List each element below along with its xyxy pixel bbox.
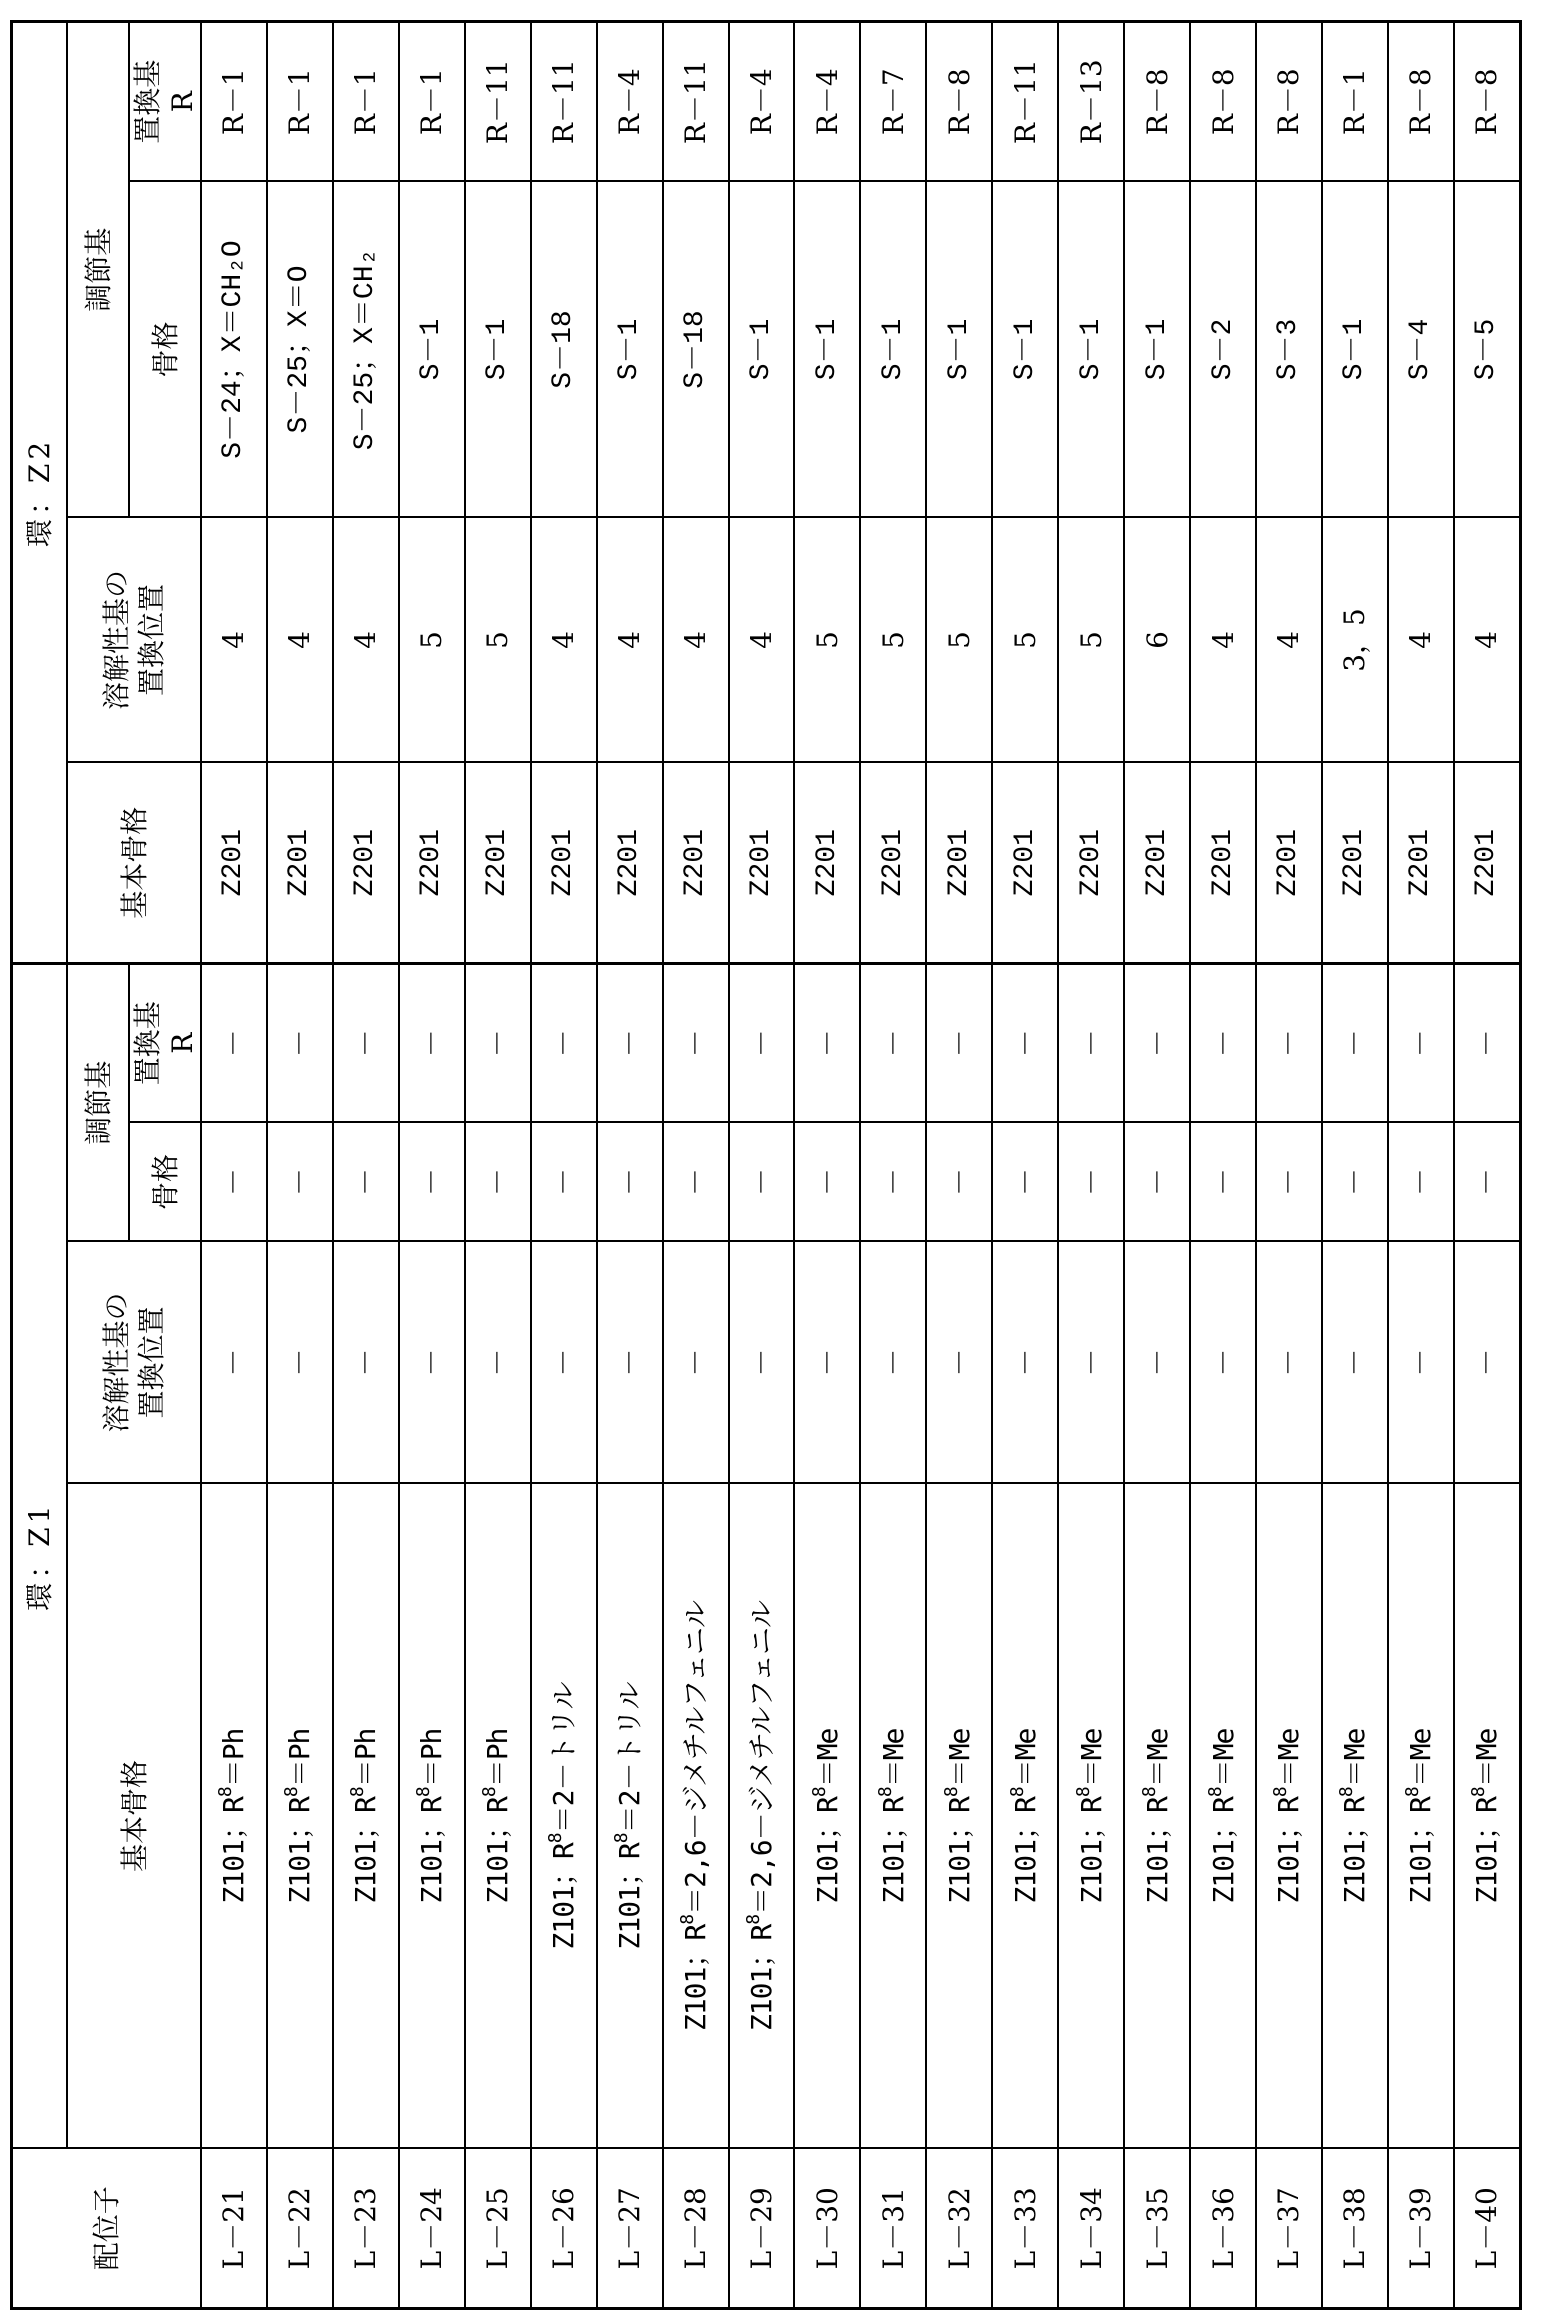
header-ligand: 配位子 xyxy=(12,2149,202,2309)
cell-z1-reg-skeleton: － xyxy=(201,1123,267,1242)
cell-z2-reg-substituent: R－8 xyxy=(1124,21,1190,181)
table-row xyxy=(992,21,1058,2308)
header-z1-basic-skeleton: 基本骨格 xyxy=(67,1484,201,2149)
cell-z1-basic-skeleton: Z101；$R^8=Me$ xyxy=(1256,1484,1322,2149)
header-z2-substituent-line2: R xyxy=(166,91,199,113)
cell-z1-basic-skeleton: Z101；$R^8=Me$ xyxy=(1322,1484,1388,2149)
cell-z1-basic-skeleton: Z101；$R^8=Me$ xyxy=(1454,1484,1521,2149)
cell-z1-reg-substituent: － xyxy=(1454,963,1521,1122)
table-row xyxy=(597,21,663,2308)
cell-z2-reg-skeleton: S－1 xyxy=(926,181,992,517)
cell-ligand: L－39 xyxy=(1388,2149,1454,2309)
cell-ligand: L－25 xyxy=(465,2149,531,2309)
cell-z1-reg-skeleton: － xyxy=(597,1123,663,1242)
cell-z1-solubility-position: － xyxy=(597,1242,663,1484)
cell-z2-reg-skeleton: S－1 xyxy=(1322,181,1388,517)
cell-z2-basic-skeleton: Z201 xyxy=(465,762,531,963)
cell-z2-reg-substituent: R－11 xyxy=(531,21,597,181)
cell-z2-solubility-position: 5 xyxy=(992,517,1058,762)
cell-z2-reg-substituent: R－1 xyxy=(1322,21,1388,181)
cell-ligand: L－31 xyxy=(860,2149,926,2309)
cell-z2-reg-substituent: R－7 xyxy=(860,21,926,181)
cell-z1-reg-substituent: － xyxy=(333,963,399,1122)
cell-ligand: L－21 xyxy=(201,2149,267,2309)
cell-z2-reg-substituent: R－11 xyxy=(992,21,1058,181)
cell-z2-reg-substituent: R－4 xyxy=(597,21,663,181)
table-row xyxy=(729,21,795,2308)
cell-z1-solubility-position: － xyxy=(794,1242,860,1484)
cell-z2-basic-skeleton: Z201 xyxy=(1058,762,1124,963)
cell-z1-basic-skeleton: Z101；$R^8=Me$ xyxy=(1124,1484,1190,2149)
cell-z1-basic-skeleton: Z101；$R^8=Me$ xyxy=(1058,1484,1124,2149)
table-row xyxy=(267,21,333,2308)
header-z1-solubility-position xyxy=(67,1242,201,1484)
cell-z1-solubility-position: － xyxy=(399,1242,465,1484)
table-row xyxy=(1256,21,1322,2308)
cell-z2-reg-substituent: R－1 xyxy=(333,21,399,181)
cell-z2-reg-skeleton: S－1 xyxy=(729,181,795,517)
cell-z1-solubility-position: － xyxy=(663,1242,729,1484)
cell-z1-reg-skeleton: － xyxy=(794,1123,860,1242)
cell-ligand: L－29 xyxy=(729,2149,795,2309)
cell-ligand: L－28 xyxy=(663,2149,729,2309)
cell-z2-solubility-position: 4 xyxy=(201,517,267,762)
cell-z1-basic-skeleton: Z101；$R^8=Me$ xyxy=(926,1484,992,2149)
cell-z2-reg-substituent: R－8 xyxy=(1256,21,1322,181)
header-ring-z1: 環：Z1 xyxy=(12,963,68,2148)
cell-z2-reg-substituent: R－1 xyxy=(267,21,333,181)
cell-z1-solubility-position: － xyxy=(860,1242,926,1484)
table-row xyxy=(531,21,597,2308)
cell-z1-reg-skeleton: － xyxy=(333,1123,399,1242)
header-z2-basic-skeleton: 基本骨格 xyxy=(67,762,201,963)
cell-z1-basic-skeleton: Z101；$R^8=Me$ xyxy=(860,1484,926,2149)
cell-z2-reg-substituent: R－8 xyxy=(926,21,992,181)
header-ring-z2: 環：Z2 xyxy=(12,21,68,963)
cell-z1-reg-skeleton: － xyxy=(729,1123,795,1242)
cell-z2-reg-skeleton: S－1 xyxy=(399,181,465,517)
cell-z2-reg-skeleton: S－18 xyxy=(531,181,597,517)
header-z1-reg-skeleton: 骨格 xyxy=(129,1123,201,1242)
cell-z2-solubility-position: 4 xyxy=(1388,517,1454,762)
table-row xyxy=(201,21,267,2308)
cell-z1-basic-skeleton: Z101；$R^8=Me$ xyxy=(1388,1484,1454,2149)
cell-z2-solubility-position: 4 xyxy=(531,517,597,762)
cell-z2-basic-skeleton: Z201 xyxy=(201,762,267,963)
header-z1-substituent-line1: 置換基 xyxy=(131,1001,164,1086)
cell-z2-reg-substituent: R－4 xyxy=(729,21,795,181)
table-row xyxy=(1388,21,1454,2308)
cell-z1-reg-skeleton: － xyxy=(531,1123,597,1242)
cell-z2-solubility-position: 5 xyxy=(794,517,860,762)
header-z1-substituent-line2: R xyxy=(166,1032,199,1054)
cell-z1-reg-skeleton: － xyxy=(1124,1123,1190,1242)
cell-ligand: L－38 xyxy=(1322,2149,1388,2309)
cell-z2-basic-skeleton: Z201 xyxy=(1454,762,1521,963)
cell-z1-reg-skeleton: － xyxy=(860,1123,926,1242)
cell-z2-reg-substituent: R－1 xyxy=(201,21,267,181)
cell-z2-reg-substituent: R－13 xyxy=(1058,21,1124,181)
cell-z1-basic-skeleton: Z101；$R^8=2-$トリル xyxy=(597,1484,663,2149)
cell-z2-solubility-position: 5 xyxy=(860,517,926,762)
cell-z2-reg-substituent: R－8 xyxy=(1388,21,1454,181)
cell-z1-solubility-position: － xyxy=(333,1242,399,1484)
cell-ligand: L－27 xyxy=(597,2149,663,2309)
cell-z1-reg-substituent: － xyxy=(1322,963,1388,1122)
cell-z2-basic-skeleton: Z201 xyxy=(860,762,926,963)
cell-z1-reg-substituent: － xyxy=(597,963,663,1122)
cell-z1-reg-skeleton: － xyxy=(1058,1123,1124,1242)
header-z2-reg-skeleton: 骨格 xyxy=(129,181,201,517)
cell-z2-basic-skeleton: Z201 xyxy=(1124,762,1190,963)
header-z2-reg-substituent xyxy=(129,21,201,181)
cell-z2-reg-skeleton: S－1 xyxy=(1124,181,1190,517)
cell-z2-solubility-position: 4 xyxy=(1190,517,1256,762)
header-z2-substituent-line1: 置換基 xyxy=(131,59,164,144)
cell-z1-basic-skeleton: Z101；$R^8=Me$ xyxy=(1190,1484,1256,2149)
cell-ligand: L－33 xyxy=(992,2149,1058,2309)
cell-z1-reg-substituent: － xyxy=(267,963,333,1122)
cell-z2-basic-skeleton: Z201 xyxy=(597,762,663,963)
cell-z2-basic-skeleton: Z201 xyxy=(794,762,860,963)
cell-z2-reg-substituent: R－11 xyxy=(465,21,531,181)
table-row xyxy=(926,21,992,2308)
cell-z2-solubility-position: 4 xyxy=(597,517,663,762)
cell-z1-reg-substituent: － xyxy=(1388,963,1454,1122)
cell-z2-basic-skeleton: Z201 xyxy=(1256,762,1322,963)
cell-z1-reg-skeleton: － xyxy=(1388,1123,1454,1242)
cell-z1-solubility-position: － xyxy=(1190,1242,1256,1484)
cell-z1-reg-substituent: － xyxy=(465,963,531,1122)
cell-z1-basic-skeleton: Z101；$R^8=Ph$ xyxy=(201,1484,267,2149)
cell-z1-reg-substituent: － xyxy=(1058,963,1124,1122)
cell-z1-basic-skeleton: Z101；$R^8=Me$ xyxy=(794,1484,860,2149)
cell-ligand: L－24 xyxy=(399,2149,465,2309)
cell-z1-reg-skeleton: － xyxy=(465,1123,531,1242)
cell-z1-solubility-position: － xyxy=(465,1242,531,1484)
cell-ligand: L－26 xyxy=(531,2149,597,2309)
cell-z2-reg-skeleton: S－2 xyxy=(1190,181,1256,517)
cell-z1-reg-substituent: － xyxy=(663,963,729,1122)
cell-z1-reg-skeleton: － xyxy=(926,1123,992,1242)
cell-z1-solubility-position: － xyxy=(201,1242,267,1484)
cell-ligand: L－40 xyxy=(1454,2149,1521,2309)
cell-z1-reg-substituent: － xyxy=(399,963,465,1122)
cell-z2-basic-skeleton: Z201 xyxy=(267,762,333,963)
header-z2-solubility-line1: 溶解性基の xyxy=(100,569,133,710)
cell-z1-basic-skeleton: Z101；$R^8=Ph$ xyxy=(333,1484,399,2149)
cell-z2-reg-skeleton: S－3 xyxy=(1256,181,1322,517)
cell-z1-solubility-position: － xyxy=(531,1242,597,1484)
cell-z1-reg-skeleton: － xyxy=(1256,1123,1322,1242)
table-row xyxy=(663,21,729,2308)
cell-z1-basic-skeleton: Z101；$R^8=Ph$ xyxy=(465,1484,531,2149)
cell-z1-reg-skeleton: － xyxy=(1322,1123,1388,1242)
cell-z1-reg-substituent: － xyxy=(926,963,992,1122)
cell-z2-solubility-position: 3，5 xyxy=(1322,517,1388,762)
cell-z1-reg-substituent: － xyxy=(992,963,1058,1122)
cell-z2-solubility-position: 5 xyxy=(465,517,531,762)
table-row xyxy=(333,21,399,2308)
cell-z1-solubility-position: － xyxy=(1388,1242,1454,1484)
cell-z2-reg-skeleton: S－1 xyxy=(597,181,663,517)
cell-z2-solubility-position: 5 xyxy=(926,517,992,762)
cell-ligand: L－23 xyxy=(333,2149,399,2309)
table-row xyxy=(1190,21,1256,2308)
table-row xyxy=(1454,21,1521,2308)
cell-z1-basic-skeleton: Z101；$R^8=Me$ xyxy=(992,1484,1058,2149)
cell-z1-solubility-position: － xyxy=(1124,1242,1190,1484)
header-z1-reg-substituent xyxy=(129,963,201,1122)
cell-z1-basic-skeleton: Z101；$R^8=2,6-$ジメチルフェニル xyxy=(729,1484,795,2149)
cell-ligand: L－37 xyxy=(1256,2149,1322,2309)
cell-z1-reg-substituent: － xyxy=(531,963,597,1122)
cell-z1-reg-substituent: － xyxy=(729,963,795,1122)
cell-z2-basic-skeleton: Z201 xyxy=(926,762,992,963)
header-z1-regulating-group: 調節基 xyxy=(67,963,129,1241)
ligand-table xyxy=(10,20,1522,2310)
header-z1-solubility-line1: 溶解性基の xyxy=(100,1292,133,1433)
cell-z2-reg-skeleton: S－1 xyxy=(465,181,531,517)
cell-z2-basic-skeleton: Z201 xyxy=(399,762,465,963)
cell-z1-reg-skeleton: － xyxy=(663,1123,729,1242)
cell-ligand: L－22 xyxy=(267,2149,333,2309)
cell-z1-solubility-position: － xyxy=(729,1242,795,1484)
cell-z2-reg-substituent: R－4 xyxy=(794,21,860,181)
cell-z1-reg-substituent: － xyxy=(860,963,926,1122)
cell-z2-solubility-position: 4 xyxy=(1454,517,1521,762)
cell-z2-solubility-position: 4 xyxy=(333,517,399,762)
cell-z1-solubility-position: － xyxy=(1454,1242,1521,1484)
cell-z2-reg-skeleton: S－5 xyxy=(1454,181,1521,517)
cell-z2-reg-substituent: R－8 xyxy=(1190,21,1256,181)
cell-z1-reg-substituent: － xyxy=(794,963,860,1122)
cell-z2-reg-skeleton: S－18 xyxy=(663,181,729,517)
cell-z2-basic-skeleton: Z201 xyxy=(663,762,729,963)
cell-z2-reg-skeleton: S－25；X＝CH₂ xyxy=(333,181,399,517)
header-z1-solubility-line2: 置換位置 xyxy=(135,1306,168,1419)
cell-z1-solubility-position: － xyxy=(992,1242,1058,1484)
cell-z2-reg-skeleton: S－1 xyxy=(1058,181,1124,517)
cell-z1-reg-substituent: － xyxy=(1256,963,1322,1122)
cell-z1-reg-substituent: － xyxy=(1190,963,1256,1122)
cell-z2-basic-skeleton: Z201 xyxy=(1388,762,1454,963)
cell-ligand: L－30 xyxy=(794,2149,860,2309)
cell-z2-basic-skeleton: Z201 xyxy=(992,762,1058,963)
cell-z2-solubility-position: 5 xyxy=(1058,517,1124,762)
cell-z2-solubility-position: 4 xyxy=(663,517,729,762)
cell-ligand: L－35 xyxy=(1124,2149,1190,2309)
cell-z1-solubility-position: － xyxy=(1322,1242,1388,1484)
header-z2-solubility-line2: 置換位置 xyxy=(135,583,168,696)
cell-z2-reg-substituent: R－11 xyxy=(663,21,729,181)
cell-z1-basic-skeleton: Z101；$R^8=2-$トリル xyxy=(531,1484,597,2149)
cell-z1-solubility-position: － xyxy=(1058,1242,1124,1484)
header-z2-regulating-group: 調節基 xyxy=(67,21,129,517)
cell-z2-basic-skeleton: Z201 xyxy=(729,762,795,963)
cell-z2-reg-substituent: R－1 xyxy=(399,21,465,181)
cell-z2-reg-skeleton: S－24；X＝CH₂O xyxy=(201,181,267,517)
table-row xyxy=(860,21,926,2308)
rotated-table-stage xyxy=(10,23,1522,2310)
cell-z2-reg-skeleton: S－1 xyxy=(794,181,860,517)
cell-z1-reg-skeleton: － xyxy=(1454,1123,1521,1242)
cell-z1-basic-skeleton: Z101；$R^8=Ph$ xyxy=(399,1484,465,2149)
cell-ligand: L－36 xyxy=(1190,2149,1256,2309)
table-body xyxy=(201,21,1521,2308)
cell-z2-solubility-position: 4 xyxy=(729,517,795,762)
cell-z1-reg-skeleton: － xyxy=(1190,1123,1256,1242)
table-row xyxy=(399,21,465,2308)
cell-z1-reg-substituent: － xyxy=(1124,963,1190,1122)
cell-z2-reg-skeleton: S－25；X＝O xyxy=(267,181,333,517)
table-row xyxy=(794,21,860,2308)
table-row xyxy=(465,21,531,2308)
cell-z1-solubility-position: － xyxy=(1256,1242,1322,1484)
cell-ligand: L－34 xyxy=(1058,2149,1124,2309)
cell-z1-reg-skeleton: － xyxy=(267,1123,333,1242)
cell-z2-basic-skeleton: Z201 xyxy=(1322,762,1388,963)
cell-z2-solubility-position: 4 xyxy=(267,517,333,762)
cell-z2-reg-skeleton: S－1 xyxy=(860,181,926,517)
cell-z1-solubility-position: － xyxy=(926,1242,992,1484)
cell-z2-basic-skeleton: Z201 xyxy=(333,762,399,963)
table-row xyxy=(1058,21,1124,2308)
cell-z2-reg-substituent: R－8 xyxy=(1454,21,1521,181)
cell-ligand: L－32 xyxy=(926,2149,992,2309)
cell-z2-reg-skeleton: S－4 xyxy=(1388,181,1454,517)
cell-z2-basic-skeleton: Z201 xyxy=(531,762,597,963)
cell-z2-basic-skeleton: Z201 xyxy=(1190,762,1256,963)
cell-z1-solubility-position: － xyxy=(267,1242,333,1484)
cell-z1-reg-substituent: － xyxy=(201,963,267,1122)
cell-z2-solubility-position: 6 xyxy=(1124,517,1190,762)
cell-z1-basic-skeleton: Z101；$R^8=2,6-$ジメチルフェニル xyxy=(663,1484,729,2149)
header-z2-solubility-position xyxy=(67,517,201,762)
cell-z1-reg-skeleton: － xyxy=(992,1123,1058,1242)
table-row xyxy=(1124,21,1190,2308)
cell-z1-basic-skeleton: Z101；$R^8=Ph$ xyxy=(267,1484,333,2149)
cell-z2-solubility-position: 4 xyxy=(1256,517,1322,762)
cell-z1-reg-skeleton: － xyxy=(399,1123,465,1242)
cell-z2-solubility-position: 5 xyxy=(399,517,465,762)
table-row xyxy=(1322,21,1388,2308)
cell-z2-reg-skeleton: S－1 xyxy=(992,181,1058,517)
